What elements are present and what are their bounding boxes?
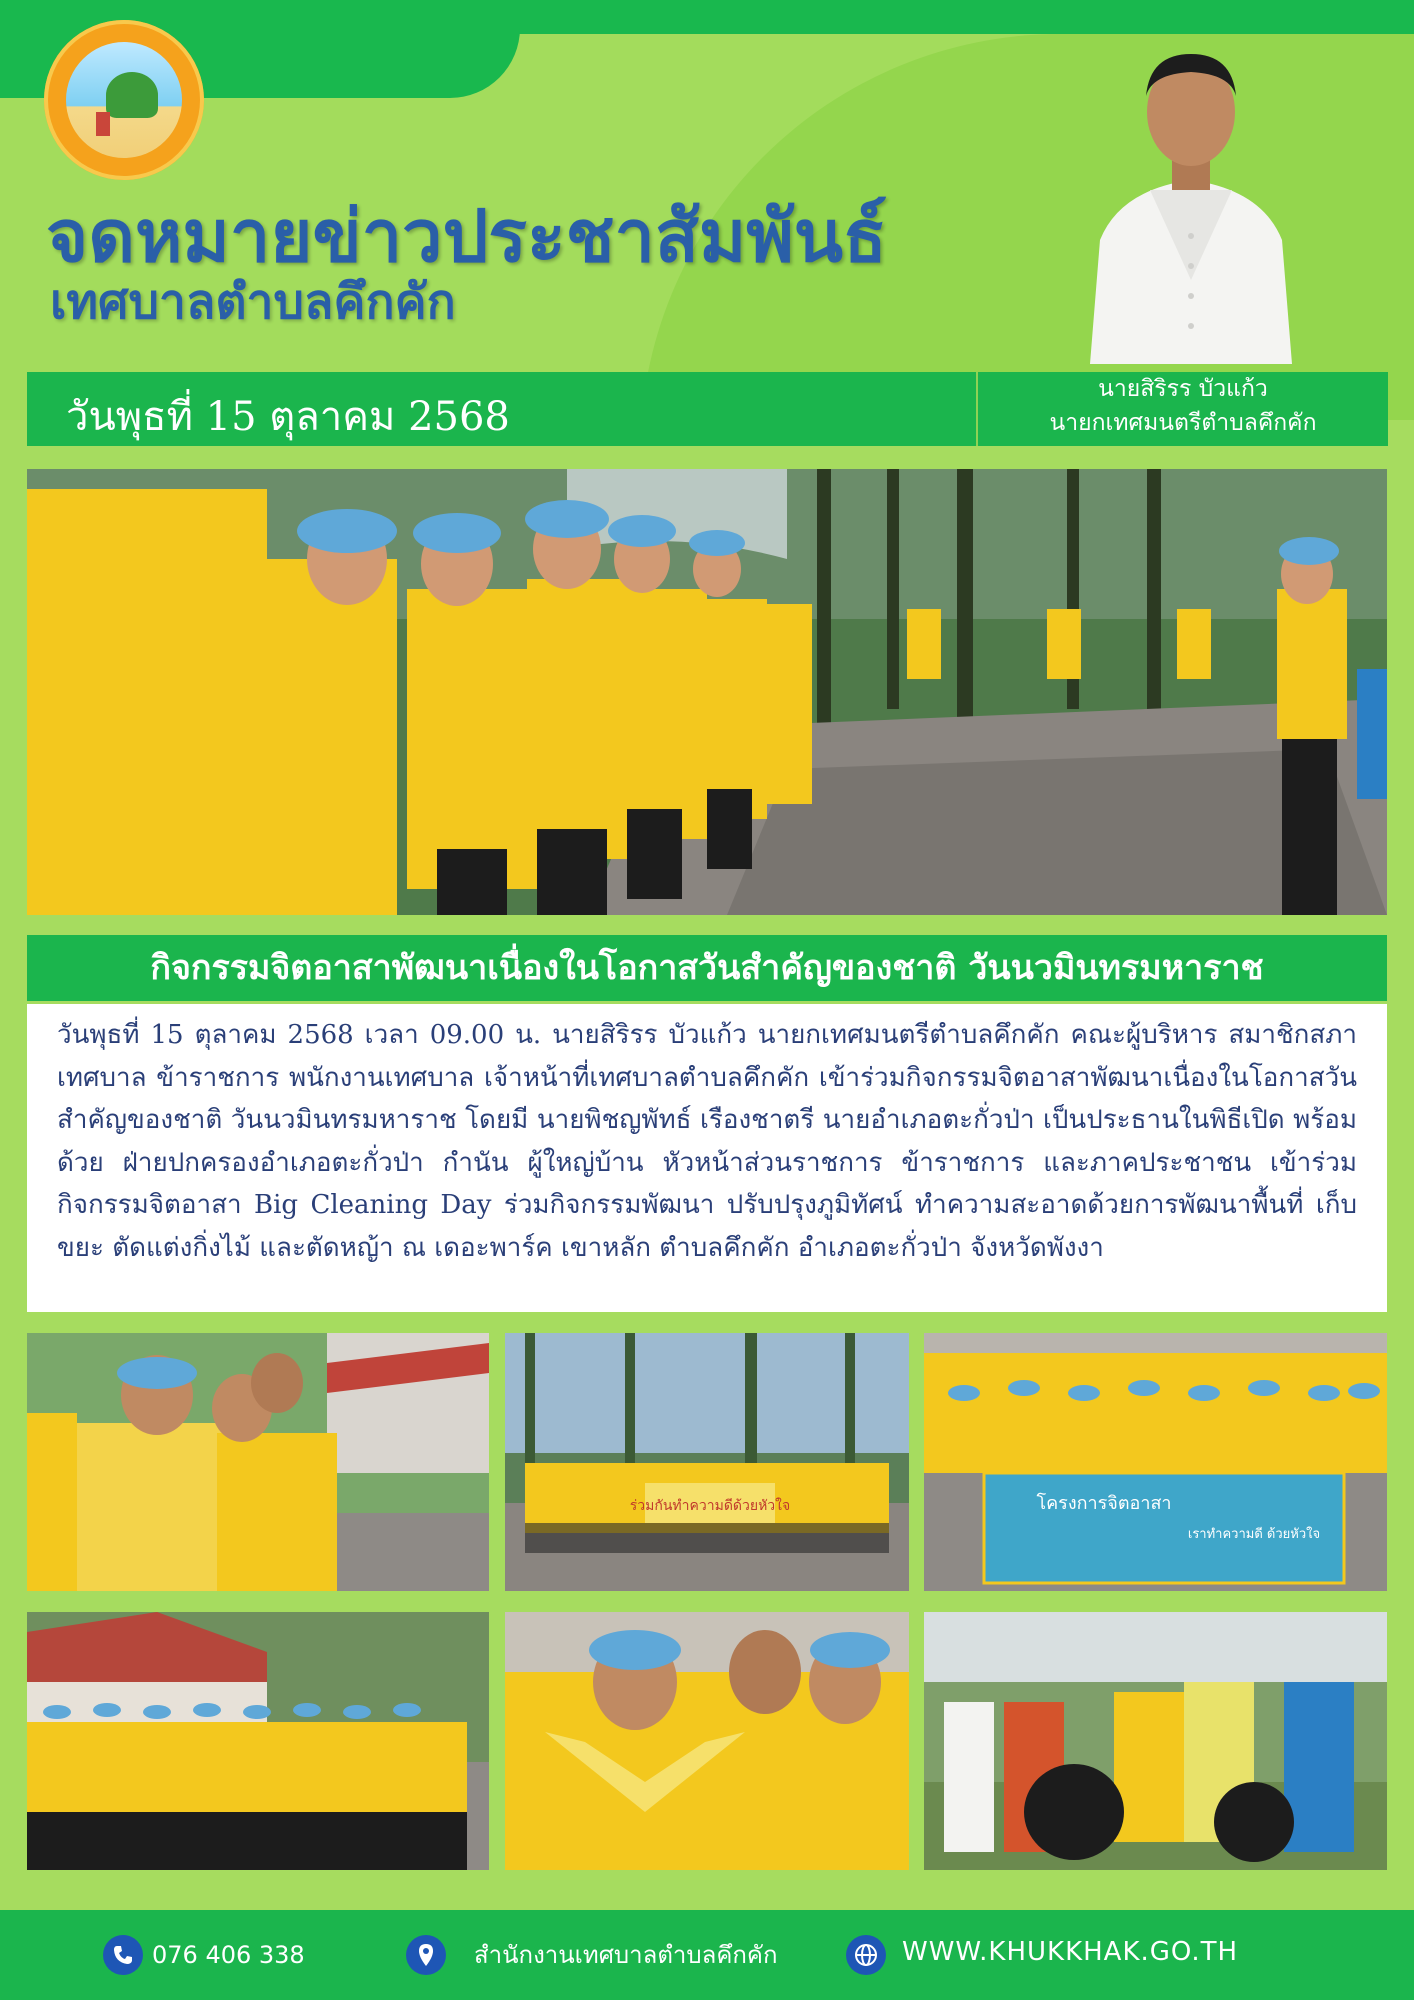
gallery-photo-1-illustration (27, 1333, 489, 1591)
gallery-photo-1 (27, 1333, 489, 1591)
main-photo (27, 469, 1387, 915)
gallery-photo-5-illustration (505, 1612, 909, 1870)
gallery-photo-3 (924, 1333, 1387, 1591)
article-body: วันพุธที่ 15 ตุลาคม 2568 เวลา 09.00 น. นายสิริรร บัวแก้ว นายกเทศมนตรีตำบลคึกคัก คณะผู้บริหาร สมาชิกสภาเทศบาล ข้าราชการ พนักงานเทศบาล เจ้าหน้าที่เทศบาลตำบลคึกคัก เข้าร่วมกิจกรรมจิตอาสาพัฒนาเนื่องในโอกาสวันสำคัญของชาติ วันนวมินทรมหาราช โดยมี นายพิชญพัทธ์ เรืองชาตรี นายอำเภอตะกั่วป่า เป็นประธานในพิธีเปิด พร้อมด้วย ฝ่ายปกครองอำเภอตะกั่วป่า กำนัน ผู้ใหญ่บ้าน หัวหน้าส่วนราชการ ข้าราชการ และภาคประชาชน เข้าร่วมกิจกรรมจิตอาสา Big Cleaning Day ร่วมกิจกรรมพัฒนา ปรับปรุงภูมิทัศน์ ทำความสะอาดด้วยการพัฒนาพื้นที่ เก็บขยะ ตัดแต่งกิ่งไม้ และตัดหญ้า ณ เดอะพาร์ค เขาหลัก ตำบลคึกคัก อำเภอตะกั่วป่า จังหวัดพังงา (57, 1020, 1357, 1263)
article-body-box (27, 1004, 1387, 1312)
globe-icon (846, 1935, 886, 1975)
municipality-name: เทศบาลตำบลคึกคัก (50, 274, 456, 330)
headline: กิจกรรมจิตอาสาพัฒนาเนื่องในโอกาสวันสำคัญของชาติ วันนวมินทรมหาราช (27, 935, 1387, 1001)
banner-text-1: ร่วมกันทำความดีด้วยหัวใจ (629, 1498, 791, 1514)
gallery-photo-6-illustration (924, 1612, 1387, 1870)
footer (0, 1910, 1414, 2000)
mayor-name: นายสิริรร บัวแก้ว (1098, 376, 1268, 402)
mayor-portrait (1080, 30, 1302, 364)
gallery-photo-3-illustration (924, 1333, 1387, 1591)
footer-phone[interactable]: 076 406 338 (152, 1941, 305, 1969)
gallery-photo-4-illustration (27, 1612, 489, 1870)
gallery-photo-2-illustration (505, 1333, 909, 1591)
logo-island-icon (106, 72, 158, 118)
newsletter-title: จดหมายข่าวประชาสัมพันธ์ (46, 194, 887, 278)
mayor-portrait-illustration (1080, 30, 1302, 364)
mayor-position: นายกเทศมนตรีตำบลคึกคัก (1049, 410, 1317, 436)
footer-office: สำนักงานเทศบาลตำบลคึกคัก (474, 1941, 778, 1969)
logo-emblem (66, 42, 182, 158)
gallery-photo-6 (924, 1612, 1387, 1870)
phone-icon (103, 1935, 143, 1975)
gallery-photo-4 (27, 1612, 489, 1870)
municipality-logo (44, 20, 204, 180)
gallery-photo-5 (505, 1612, 909, 1870)
date-label: วันพุธที่ 15 ตุลาคม 2568 (66, 394, 510, 440)
mayor-caption (976, 372, 1388, 446)
banner-text-3: เราทำความดี ด้วยหัวใจ (1187, 1527, 1321, 1542)
location-pin-icon (406, 1935, 446, 1975)
banner-text-2: โครงการจิตอาสา (1036, 1493, 1172, 1514)
footer-website[interactable]: WWW.KHUKKHAK.GO.TH (902, 1937, 1239, 1967)
logo-windmill-icon (96, 112, 110, 136)
gallery-photo-2 (505, 1333, 909, 1591)
main-photo-illustration (27, 469, 1387, 915)
